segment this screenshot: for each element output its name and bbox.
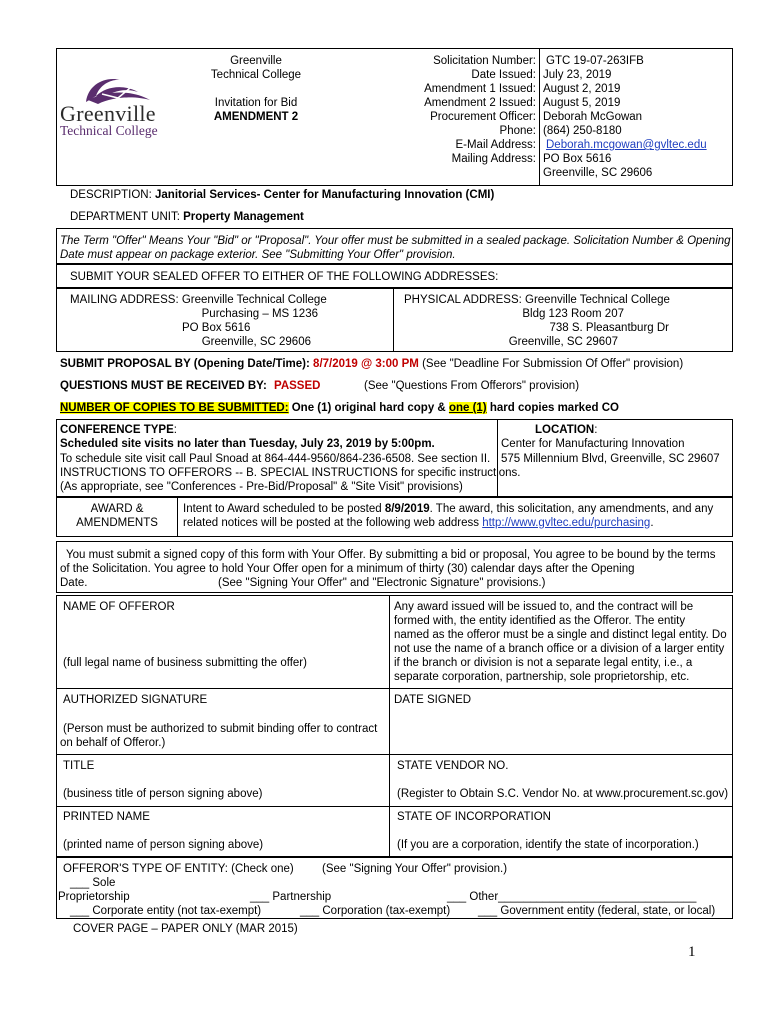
award-note-line: not use the name of a branch office or a division of a larger entity (394, 643, 725, 655)
purchasing-link[interactable]: http://www.gvltec.edu/purchasing (482, 517, 651, 529)
signed-copy-line3b: (See "Signing Your Offer" and "Electronic Signature" provisions.) (218, 577, 546, 589)
field-label: Procurement Officer: (430, 111, 536, 123)
offeror-row-line (56, 806, 733, 807)
offeror-name-field[interactable] (58, 616, 386, 652)
field-value: Deborah McGowan (543, 111, 643, 123)
offeror-grid-divider (389, 595, 390, 857)
amendment-label: AMENDMENT 2 (213, 111, 299, 123)
header-divider (539, 48, 540, 186)
mailing-line1: MAILING ADDRESS: Greenville Technical College (70, 294, 327, 306)
college-name-line1: Greenville (230, 55, 282, 67)
offeror-row-line (56, 688, 733, 689)
field-label: Solicitation Number: (433, 55, 536, 67)
incorporation-hint: (If you are a corporation, identify the state of incorporation.) (397, 839, 699, 851)
department-label: DEPARTMENT UNIT: (70, 211, 180, 223)
mailing-line4: Greenville, SC 29606 (201, 336, 311, 348)
conference-title-row (60, 423, 177, 437)
offer-notice-line1: The Term "Offer" Means Your "Bid" or "Proposal". Your offer must be submitted in a sealed package. Solicitation Number & Opening (60, 235, 731, 247)
award-text1: Intent to Award scheduled to be posted (183, 503, 382, 515)
college-name-line2: Technical College (210, 69, 302, 81)
location-colon: : (594, 424, 598, 436)
field-label: Date Issued: (471, 69, 536, 81)
entity-corp-exempt-option[interactable]: ___ Corporation (tax-exempt) (300, 905, 451, 917)
submit-by-note: (See "Deadline For Submission Of Offer" provision) (422, 358, 684, 370)
field-value: Greenville, SC 29606 (543, 167, 653, 179)
award-text-line1 (183, 502, 713, 516)
entity-partnership-option[interactable]: ___ Partnership (250, 891, 332, 903)
questions-value: PASSED (274, 380, 321, 392)
conference-line4: (As appropriate, see "Conferences - Pre-Bid/Proposal" & "Site Visit" provisions) (60, 481, 463, 493)
mailing-line2: Purchasing – MS 1236 (201, 308, 318, 320)
printed-name-hint: (printed name of person signing above) (63, 839, 264, 851)
award-label2: AMENDMENTS (76, 517, 158, 529)
entity-note: (See "Signing Your Offer" provision.) (322, 863, 508, 875)
date-signed-field[interactable] (392, 708, 730, 752)
mailing-line3: PO Box 5616 (182, 322, 251, 334)
field-value: GTC 19-07-263IFB (546, 55, 644, 67)
cover-page-note: COVER PAGE – PAPER ONLY (MAR 2015) (73, 923, 298, 935)
submit-by-value: 8/7/2019 @ 3:00 PM (313, 358, 419, 370)
vendor-hint: (Register to Obtain S.C. Vendor No. at www.procurement.sc.gov) (397, 788, 729, 800)
department-row (70, 210, 304, 224)
award-text3: related notices will be posted at the following web address (183, 517, 479, 529)
entity-sole-option[interactable]: ___ Sole (70, 877, 116, 889)
invitation-label: Invitation for Bid (214, 97, 298, 109)
printed-name-label: PRINTED NAME (63, 811, 150, 823)
vendor-label: STATE VENDOR NO. (397, 760, 509, 772)
signature-field[interactable] (58, 708, 386, 720)
questions-label: QUESTIONS MUST BE RECEIVED BY: (60, 380, 267, 392)
field-label: Amendment 1 Issued: (424, 83, 536, 95)
title-hint: (business title of person signing above) (63, 788, 263, 800)
signature-label: AUTHORIZED SIGNATURE (63, 694, 208, 706)
copies-row (60, 401, 619, 415)
award-label1: AWARD & (90, 503, 144, 515)
field-value: PO Box 5616 (543, 153, 612, 165)
physical-line4: Greenville, SC 29607 (508, 336, 618, 348)
location-title: LOCATION (535, 424, 595, 436)
submit-by-row (60, 357, 683, 371)
page-number: 1 (688, 944, 696, 960)
signed-copy-line1: You must submit a signed copy of this form with Your Offer. By submitting a bid or proposal, You agree to be bound by the terms (66, 549, 716, 561)
signed-copy-line3a: Date. (60, 577, 88, 589)
location-title-row (535, 423, 597, 437)
entity-government-option[interactable]: ___ Government entity (federal, state, or local) (478, 905, 716, 917)
incorporation-label: STATE OF INCORPORATION (397, 811, 551, 823)
offeror-row-line (56, 754, 733, 755)
field-value: July 23, 2019 (543, 69, 612, 81)
printed-name-field[interactable] (58, 824, 386, 836)
logo-word2: Technical College (60, 123, 158, 138)
field-label: Phone: (499, 125, 536, 137)
copies-label: NUMBER OF COPIES TO BE SUBMITTED: (60, 402, 289, 414)
copies-part2: one (1) (448, 402, 487, 414)
vendor-field[interactable] (392, 773, 730, 785)
description-label: DESCRIPTION: (70, 189, 152, 201)
logo-word1: Greenville (60, 101, 156, 126)
award-note-line: if the branch or division is not a separate legal entity, i.e., a (394, 657, 693, 669)
field-value: (864) 250-8180 (543, 125, 622, 137)
conference-title: CONFERENCE TYPE (60, 424, 174, 436)
entity-sole-option-line2: Proprietorship (58, 891, 130, 903)
award-period: . (650, 517, 654, 529)
award-divider (177, 497, 178, 537)
field-label: Amendment 2 Issued: (424, 97, 536, 109)
questions-note: (See "Questions From Offerors" provision) (364, 380, 580, 392)
field-label: Mailing Address: (451, 153, 536, 165)
copies-part1: One (1) original hard copy & (291, 402, 446, 414)
location-line2: 575 Millennium Blvd, Greenville, SC 29607 (501, 453, 720, 465)
title-field[interactable] (58, 773, 386, 785)
conference-line3: INSTRUCTIONS TO OFFERORS -- B. SPECIAL INSTRUCTIONS for specific instructions. (60, 467, 521, 479)
description-value: Janitorial Services- Center for Manufacturing Innovation (CMI) (155, 189, 495, 201)
award-date: 8/9/2019 (384, 503, 430, 515)
field-value: August 5, 2019 (543, 97, 621, 109)
award-text-line2 (183, 516, 654, 530)
conference-colon: : (173, 424, 177, 436)
addresses-divider (393, 288, 394, 352)
signed-copy-line2: of the Solicitation. You agree to hold Your Offer open for a minimum of thirty (30) calendar days after the Opening (60, 563, 635, 575)
submit-by-label: SUBMIT PROPOSAL BY (Opening Date/Time): (60, 358, 310, 370)
incorporation-field[interactable] (392, 824, 730, 836)
offeror-name-label: NAME OF OFFEROR (63, 601, 175, 613)
physical-line1: PHYSICAL ADDRESS: Greenville Technical College (404, 294, 670, 306)
award-note-line: separate corporation, partnership, sole proprietorship, etc. (394, 671, 690, 683)
award-note-line: Any award issued will be issued to, and the contract will be (394, 601, 694, 613)
date-signed-label: DATE SIGNED (394, 694, 472, 706)
field-value: August 2, 2019 (543, 83, 621, 95)
college-logo (58, 70, 170, 140)
offer-notice-line2: Date must appear on package exterior. See "Submitting Your Offer" provision. (60, 249, 456, 261)
award-note-line: named as the offeror must be a single and distinct legal entity. Do (394, 629, 727, 641)
award-note-line: formed with, the entity identified as the Offeror. The entity (394, 615, 686, 627)
physical-line2: Bldg 123 Room 207 (522, 308, 624, 320)
signature-hint1: (Person must be authorized to submit binding offer to contract (63, 723, 378, 735)
signature-hint2: on behalf of Offeror.) (60, 737, 166, 749)
conference-line2: To schedule site visit call Paul Snoad at 864-444-9560/864-236-6508. See section II. (60, 453, 491, 465)
offeror-name-hint: (full legal name of business submitting the offer) (63, 657, 307, 669)
entity-corp-not-exempt-option[interactable]: ___ Corporate entity (not tax-exempt) (70, 905, 262, 917)
conference-divider (497, 419, 498, 497)
award-text2: . The award, this solicitation, any amendments, and any (429, 503, 714, 515)
physical-line3: 738 S. Pleasantburg Dr (549, 322, 669, 334)
location-line1: Center for Manufacturing Innovation (501, 438, 685, 450)
email-link[interactable]: Deborah.mcgowan@gvltec.edu (546, 139, 707, 151)
copies-part3: hard copies marked CO (489, 402, 619, 414)
description-row (70, 188, 494, 202)
title-label: TITLE (63, 760, 95, 772)
entity-other-option[interactable]: ___ Other_______________________________ (447, 891, 697, 903)
conference-line1: Scheduled site visits no later than Tuesday, July 23, 2019 by 5:00pm. (60, 438, 435, 450)
submit-addresses-label: SUBMIT YOUR SEALED OFFER TO EITHER OF THE FOLLOWING ADDRESSES: (70, 271, 499, 283)
department-value: Property Management (183, 211, 304, 223)
field-label: E-Mail Address: (455, 139, 536, 151)
entity-label: OFFEROR'S TYPE OF ENTITY: (Check one) (63, 863, 294, 875)
